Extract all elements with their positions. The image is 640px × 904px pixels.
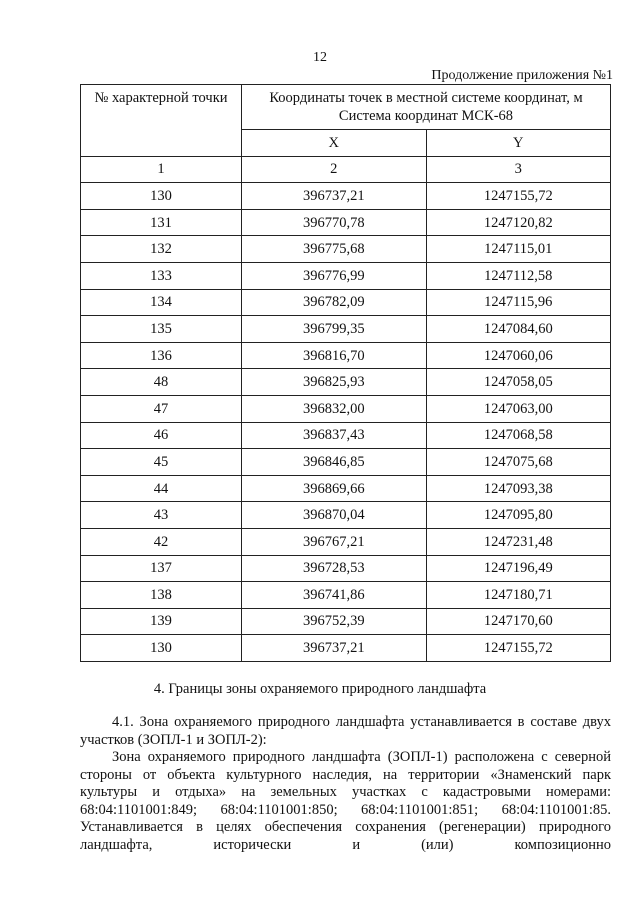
cell-point: 130 [81,183,242,210]
cell-x: 396737,21 [242,635,427,662]
cell-y: 1247063,00 [426,395,611,422]
header-coordinates-line1: Координаты точек в местной системе координат, м [269,90,583,106]
section-title: 4. Границы зоны охраняемого природного ландшафта [153,681,487,697]
cell-point: 137 [81,555,242,582]
table-row [81,422,611,449]
page-number: 12 [313,50,327,65]
cell-y: 1247115,96 [426,289,611,316]
table-row [81,262,611,289]
table-row [81,316,611,343]
cell-y: 1247058,05 [426,369,611,396]
cell-point: 131 [81,209,242,236]
cell-x: 396776,99 [242,262,427,289]
cell-x: 396752,39 [242,608,427,635]
header-x: X [242,130,427,157]
cell-point: 138 [81,582,242,609]
cell-point: 46 [81,422,242,449]
table-row [81,608,611,635]
table-row [81,555,611,582]
coordinates-table [80,84,611,662]
cell-y: 1247180,71 [426,582,611,609]
cell-y: 1247068,58 [426,422,611,449]
cell-x: 396832,00 [242,395,427,422]
cell-point: 43 [81,502,242,529]
cell-x: 396775,68 [242,236,427,263]
cell-point: 133 [81,262,242,289]
table-row [81,449,611,476]
table-row [81,582,611,609]
cell-y: 1247095,80 [426,502,611,529]
index-col-3: 3 [426,156,611,183]
paragraph-1: 4.1. Зона охраняемого природного ландшафта устанавливается в составе двух участков (ЗОПЛ-1 и ЗОПЛ-2): [80,714,611,748]
table-row [81,209,611,236]
table-row [81,475,611,502]
index-col-2: 2 [242,156,427,183]
appendix-continuation-note: Продолжение приложения №1 [431,68,613,83]
paragraph-2: Зона охраняемого природного ландшафта (ЗОПЛ-1) расположена с северной стороны от объекта культурного наследия, на территории «Знаменский парк культуры и отдыха» на земельных участках с кадастровыми номерами: 68:04:1101001:849; 68:04:1101001:850; 68:04:1101001:851; 68:04:1101001:85. Устанавливается в целях обеспечения сохранения (регенерации) природного ландшафта, исторически и (или) композиционно [80,749,611,853]
cell-y: 1247120,82 [426,209,611,236]
cell-x: 396782,09 [242,289,427,316]
cell-point: 135 [81,316,242,343]
cell-y: 1247112,58 [426,262,611,289]
cell-point: 47 [81,395,242,422]
cell-point: 44 [81,475,242,502]
cell-y: 1247231,48 [426,528,611,555]
table-row [81,236,611,263]
cell-x: 396870,04 [242,502,427,529]
cell-y: 1247170,60 [426,608,611,635]
cell-y: 1247196,49 [426,555,611,582]
cell-point: 48 [81,369,242,396]
cell-y: 1247075,68 [426,449,611,476]
cell-point: 136 [81,342,242,369]
header-coordinates-line2: Система координат МСК-68 [338,108,514,124]
table-row [81,342,611,369]
cell-x: 396741,86 [242,582,427,609]
cell-point: 132 [81,236,242,263]
index-col-1: 1 [81,156,242,183]
cell-x: 396799,35 [242,316,427,343]
cell-point: 134 [81,289,242,316]
table-row [81,502,611,529]
cell-y: 1247093,38 [426,475,611,502]
cell-point: 130 [81,635,242,662]
cell-x: 396869,66 [242,475,427,502]
cell-x: 396846,85 [242,449,427,476]
cell-x: 396837,43 [242,422,427,449]
table-row [81,635,611,662]
cell-y: 1247115,01 [426,236,611,263]
cell-x: 396825,93 [242,369,427,396]
cell-x: 396767,21 [242,528,427,555]
cell-y: 1247155,72 [426,183,611,210]
cell-x: 396770,78 [242,209,427,236]
cell-x: 396816,70 [242,342,427,369]
table-row [81,369,611,396]
cell-point: 139 [81,608,242,635]
header-y: Y [426,130,611,157]
cell-y: 1247060,06 [426,342,611,369]
table-row [81,395,611,422]
cell-y: 1247155,72 [426,635,611,662]
cell-x: 396737,21 [242,183,427,210]
table-row [81,183,611,210]
section-body [80,714,611,854]
table-row [81,289,611,316]
header-coordinates [242,85,611,130]
header-point-number: № характерной точки [81,85,242,157]
cell-point: 42 [81,528,242,555]
cell-x: 396728,53 [242,555,427,582]
cell-y: 1247084,60 [426,316,611,343]
table-row [81,528,611,555]
cell-point: 45 [81,449,242,476]
